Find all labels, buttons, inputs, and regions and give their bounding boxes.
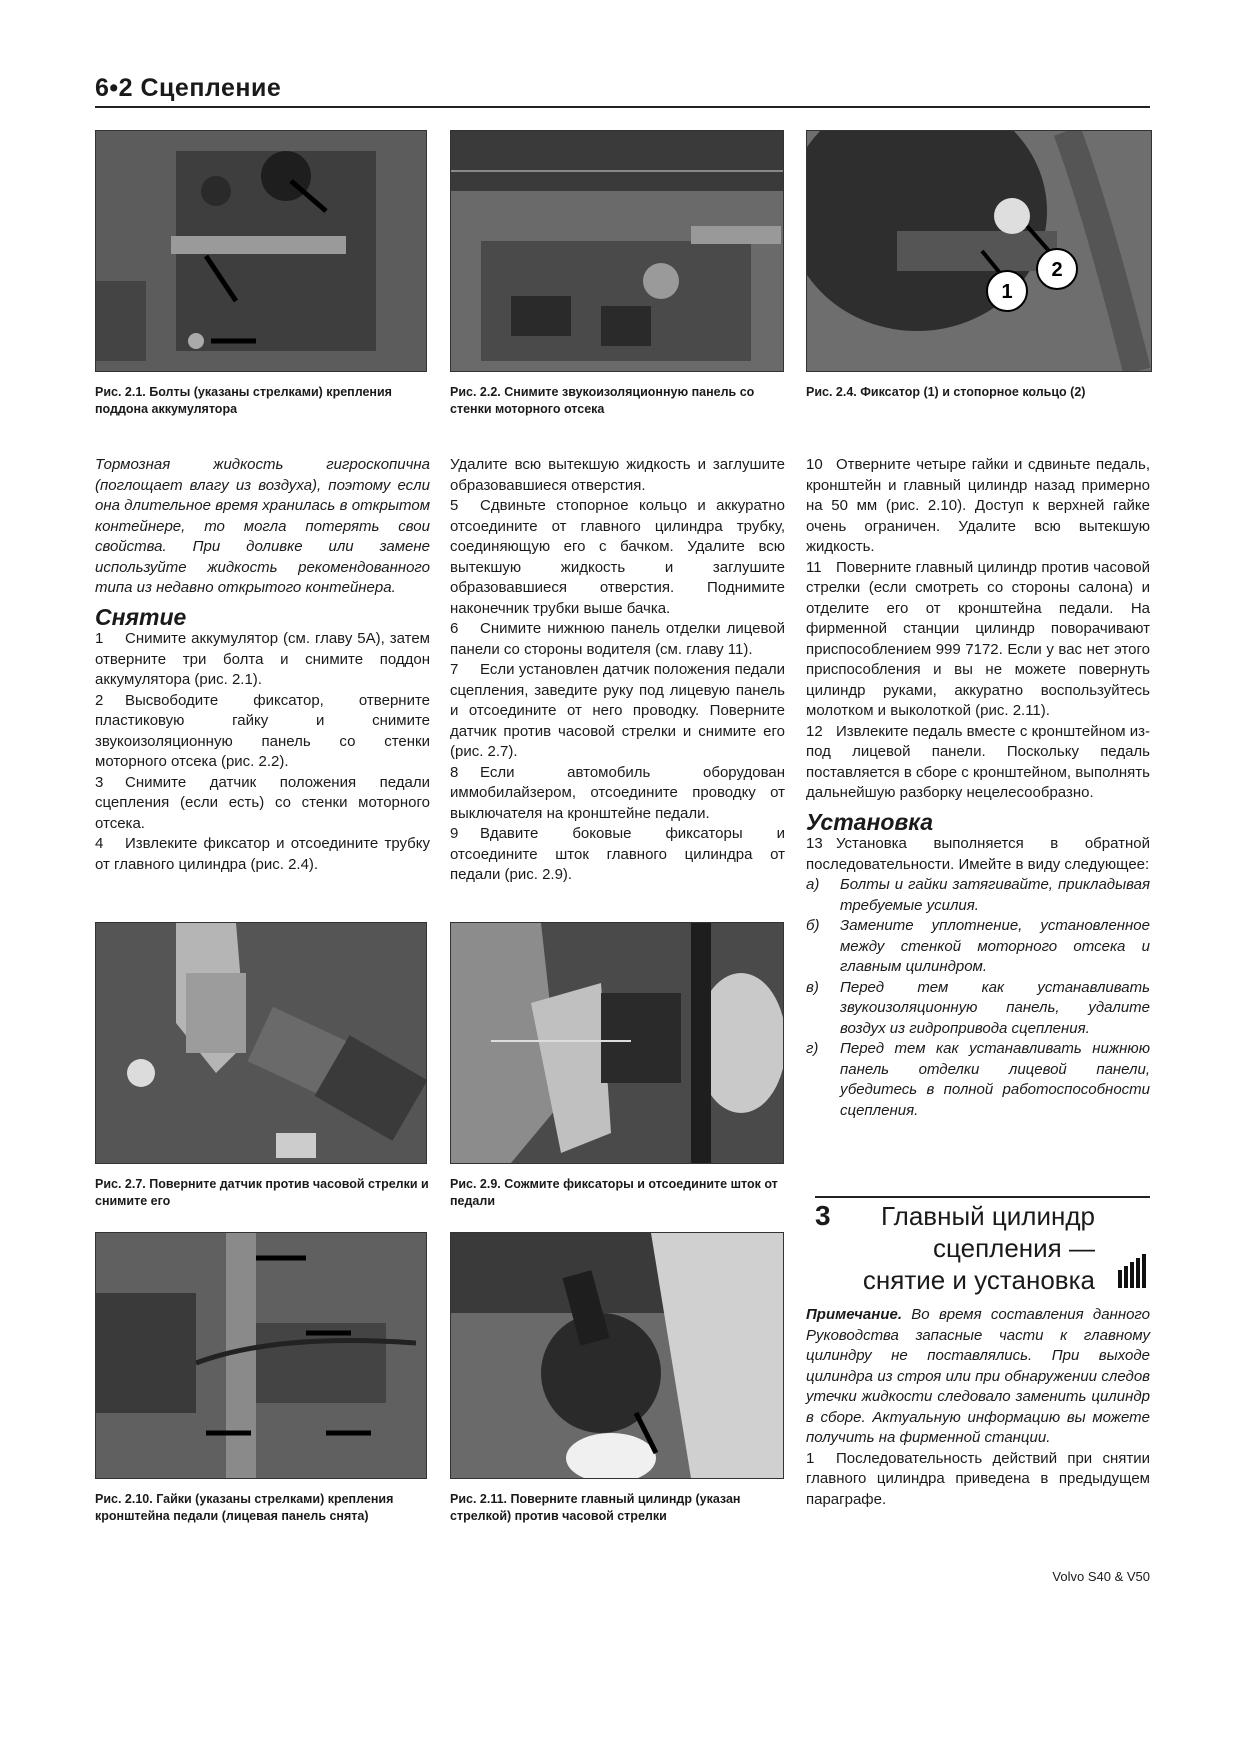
- list-item-v: в) Перед тем как устанавливать звукоизоляционную панель, удалите воздух из гидропривода сцепления.: [806, 978, 1150, 1037]
- text-column-1: [95, 455, 430, 875]
- photo-label-1: 1: [1001, 281, 1013, 303]
- list-item-b: б) Замените уплотнение, установленное между стенкой моторного отсека и главным цилиндром.: [806, 917, 1150, 975]
- step-10: 10 Отверните четыре гайки и сдвиньте педаль, кронштейн и главный цилиндр назад примерно на 50 мм (рис. 2.10). Доступ к верхней гайке очень ограничен. Удалите всю вытекшую жидкость.: [806, 456, 1150, 555]
- text-column-2: [450, 455, 785, 886]
- page-title: 6•2 Сцепление: [95, 74, 282, 102]
- caption-fig-2-9: Рис. 2.9. Сожмите фиксаторы и отсоедините шток от педали: [450, 1177, 778, 1208]
- brake-fluid-note: Тормозная жидкость гигроскопична (поглощает влагу из воздуха), поэтому если она длительное время хранилась в открытом контейнере, то могла потерять свои свойства. При доливке или замене используйте жидкость рекомендованного типа из недавно открытого контейнера.: [95, 456, 430, 596]
- text-column-3: [806, 455, 1150, 1121]
- section-3-body: [806, 1305, 1150, 1510]
- caption-fig-2-2: Рис. 2.2. Снимите звукоизоляционную панель со стенки моторного отсека: [450, 385, 755, 416]
- step-9: 9 Вдавите боковые фиксаторы и отсоедините шток главного цилиндра от педали (рис. 2.9).: [450, 825, 785, 883]
- photo-label-2: 2: [1051, 259, 1063, 281]
- list-item-a: а) Болты и гайки затягивайте, прикладывая требуемые усилия.: [806, 876, 1150, 914]
- step-11: 11 Поверните главный цилиндр против часовой стрелки (если смотреть со стороны салона) и отделите его от кронштейна педали. На фирменной станции цилиндр поворачивают приспособлением 999 7172. Если у вас нет этого приспособления и вы не можете повернуть цилиндр руками, аккуратно воспользуйтесь молотком и выколоткой (рис. 2.11).: [806, 558, 1150, 719]
- step-13: 13 Установка выполняется в обратной последовательности. Имейте в виду следующее:: [806, 835, 1150, 873]
- photo-fig-2-10: [95, 1232, 427, 1479]
- photo-fig-2-9: [450, 922, 784, 1164]
- step-3: 3 Снимите датчик положения педали сцепления (если есть) со стенки моторного отсека.: [95, 773, 430, 832]
- section-3-header: [815, 1200, 1150, 1300]
- caption-fig-2-1: Рис. 2.1. Болты (указаны стрелками) крепления поддона аккумулятора: [95, 385, 392, 416]
- caption-fig-2-10: Рис. 2.10. Гайки (указаны стрелками) крепления кронштейна педали (лицевая панель снята): [95, 1492, 394, 1523]
- step-12: 12 Извлеките педаль вместе с кронштейном из-под лицевой панели. Поскольку педаль поставляется в сборе с кронштейном, выполнять дальнейшую разборку нецелесообразно.: [806, 722, 1150, 801]
- step-7: 7 Если установлен датчик положения педали сцепления, заведите руку под лицевую панель и отсоедините от него проводку. Поверните датчик против часовой стрелки и снимите его (рис. 2.7).: [450, 661, 785, 760]
- photo-fig-2-4: [806, 130, 1152, 372]
- caption-fig-2-7: Рис. 2.7. Поверните датчик против часовой стрелки и снимите его: [95, 1177, 429, 1208]
- step-6: 6 Снимите нижнюю панель отделки лицевой панели со стороны водителя (см. главу 11).: [450, 620, 785, 658]
- heading-installation: Установка: [806, 808, 934, 835]
- step-4: 4 Извлеките фиксатор и отсоедините трубку от главного цилиндра (рис. 2.4).: [95, 835, 430, 873]
- footer-text: Volvo S40 & V50: [1052, 1569, 1150, 1584]
- list-item-g: г) Перед тем как устанавливать нижнюю панель отделки лицевой панели, убедитесь в полной работоспособности сцепления.: [806, 1040, 1150, 1119]
- step-1: 1 Снимите аккумулятор (см. главу 5А), затем отверните три болта и снимите поддон аккумулятора (рис. 2.1).: [95, 630, 430, 688]
- section-3-note: Примечание. Во время составления данного Руководства запасные части к главному цилиндру не поставлялись. При выходе цилиндра из строя или при обнаружении следов утечки жидкости следовало заменить цилиндр в сборе. Актуальную информацию вы можете получить на фирменной станции.: [806, 1306, 1150, 1446]
- section-3-rule: [815, 1196, 1150, 1198]
- heading-removal: Снятие: [95, 603, 187, 630]
- photo-fig-2-7: [95, 922, 427, 1164]
- step-2: 2 Высвободите фиксатор, отверните пластиковую гайку и снимите звукоизоляционную панель со стенки моторного отсека (рис. 2.2).: [95, 691, 430, 770]
- col2-lead: Удалите всю вытекшую жидкость и заглушите образовавшиеся отверстия.: [450, 456, 785, 494]
- caption-fig-2-4: Рис. 2.4. Фиксатор (1) и стопорное кольцо (2): [806, 385, 1086, 399]
- caption-fig-2-11: Рис. 2.11. Поверните главный цилиндр (указан стрелкой) против часовой стрелки: [450, 1492, 741, 1523]
- step-8: 8 Если автомобиль оборудован иммобилайзером, отсоедините проводку от выключателя на кронштейне педали.: [450, 763, 785, 822]
- section-3-title: Главный цилиндр сцепления — снятие и установка: [862, 1201, 1095, 1295]
- photo-fig-2-2: [450, 130, 784, 372]
- difficulty-icon: [1116, 1250, 1150, 1292]
- header-rule: [95, 106, 1150, 108]
- step-5: 5 Сдвиньте стопорное кольцо и аккуратно отсоедините от главного цилиндра трубку, соединяющую его с бачком. Удалите всю вытекшую жидкость и заглушите образовавшиеся отверстия. Поднимите наконечник трубки выше бачка.: [450, 497, 785, 617]
- section-3-number: 3: [815, 1200, 831, 1231]
- section-3-step-1: 1 Последовательность действий при снятии главного цилиндра приведена в предыдущем параграфе.: [806, 1449, 1150, 1508]
- photo-fig-2-1: [95, 130, 427, 372]
- photo-fig-2-11: [450, 1232, 784, 1479]
